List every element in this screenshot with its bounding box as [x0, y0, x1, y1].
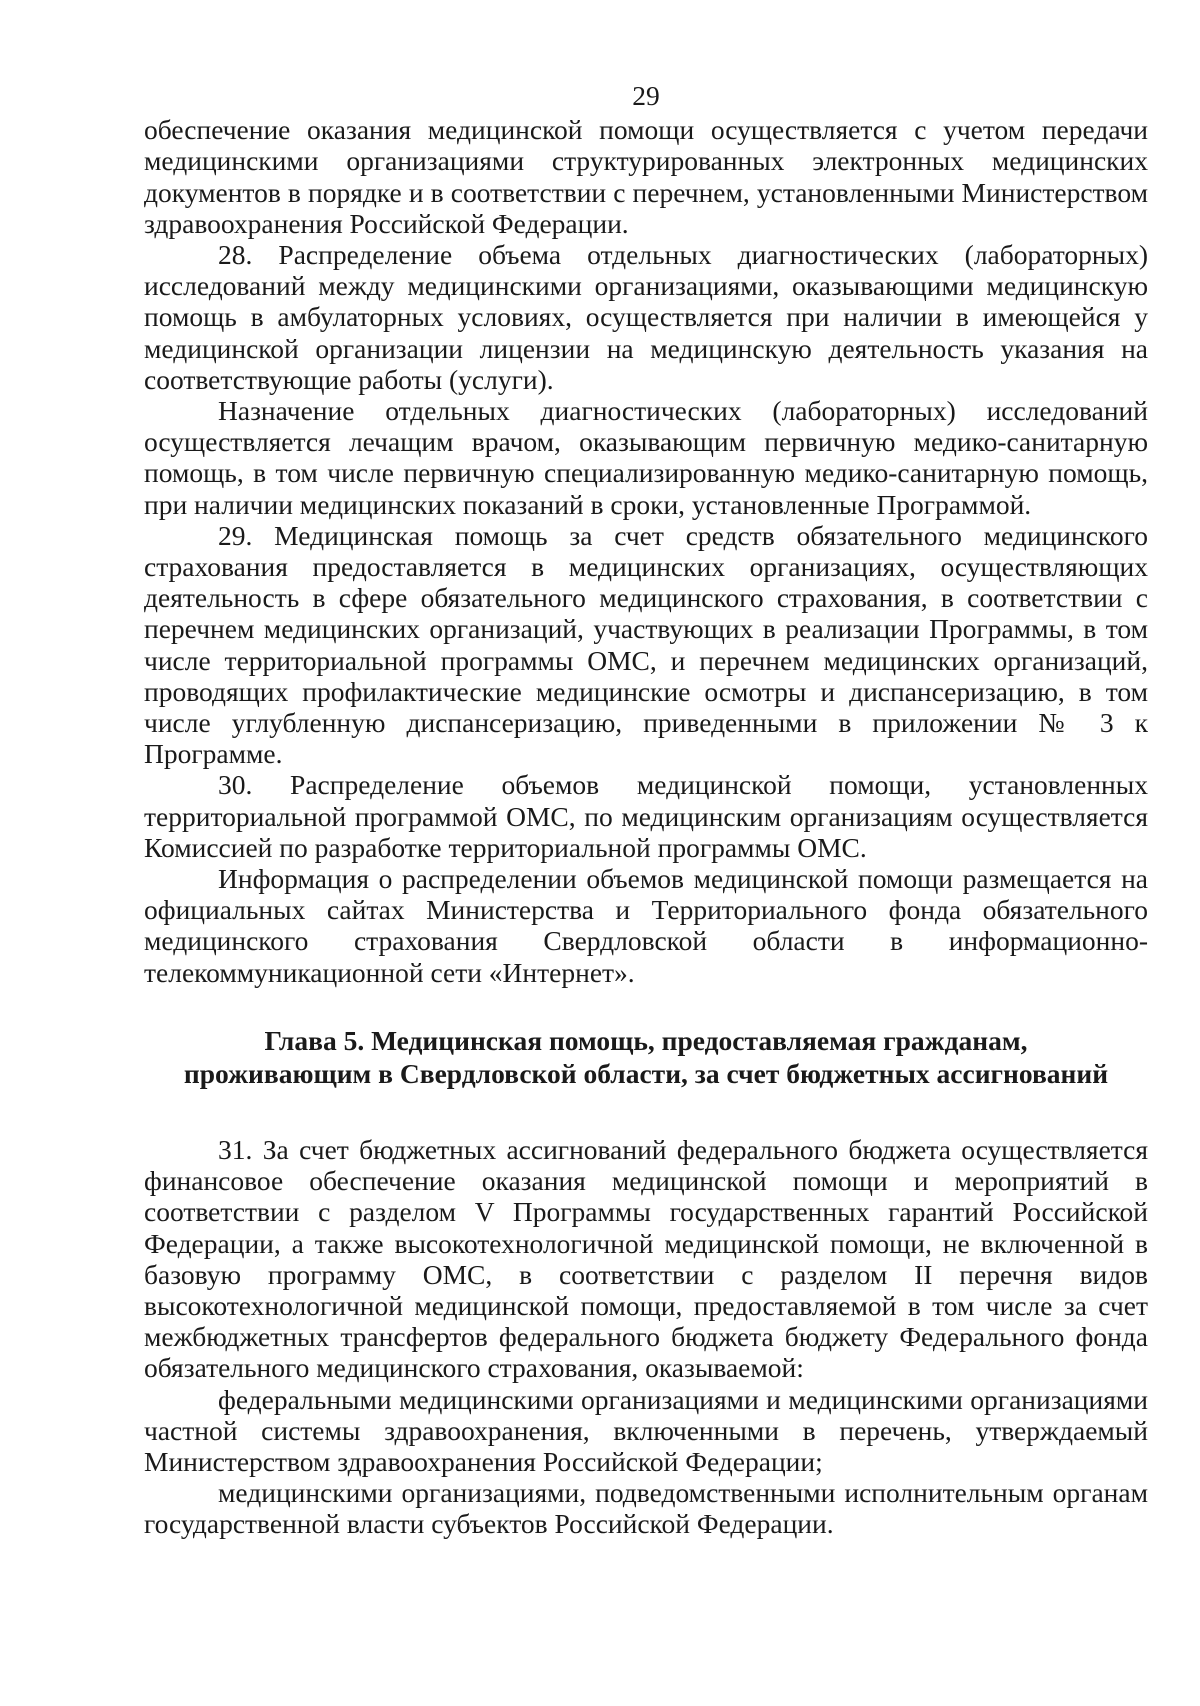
paragraph-30: 30. Распределение объемов медицинской помощи, установленных территориальной программой ОМС, по медицинским организациям осуществляется Комиссией по разработке территориальной программы ОМС.	[144, 769, 1148, 863]
paragraph-diagnostic-assignment: Назначение отдельных диагностических (лабораторных) исследований осуществляется лечащим врачом, оказывающим первичную медико-санитарную помощь, в том числе первичную специализированную медико-санитарную помощь, при наличии медицинских показаний в сроки, установленные Программой.	[144, 395, 1148, 520]
page-number: 29	[632, 80, 660, 111]
paragraph-volume-info: Информация о распределении объемов медицинской помощи размещается на официальных сайтах Министерства и Территориального фонда обязательного медицинского страхования Свердловской области в информационно-телекоммуникационной сети «Интернет».	[144, 863, 1148, 988]
paragraph-28: 28. Распределение объема отдельных диагностических (лабораторных) исследований между медицинскими организациями, оказывающими медицинскую помощь в амбулаторных условиях, осуществляется при наличии в имеющейся у медицинской организации лицензии на медицинскую деятельность указания на соответствующие работы (услуги).	[144, 239, 1148, 395]
chapter-title-line-2: проживающим в Свердловской области, за счет бюджетных ассигнований	[183, 1057, 1109, 1089]
chapter-title-line-1: Глава 5. Медицинская помощь, предоставляемая гражданам,	[264, 1024, 1028, 1056]
paragraph-federal-organizations: федеральными медицинскими организациями и медицинскими организациями частной системы здравоохранения, включенными в перечень, утверждаемый Министерством здравоохранения Российской Федерации;	[144, 1383, 1148, 1477]
chapter-title	[144, 1024, 1148, 1090]
paragraph-continuation: обеспечение оказания медицинской помощи осуществляется с учетом передачи медицинскими организациями структурированных электронных медицинских документов в порядке и в соответствии с перечнем, установленными Министерством здравоохранения Российской Федерации.	[144, 114, 1148, 239]
paragraph-31: 31. За счет бюджетных ассигнований федерального бюджета осуществляется финансовое обеспечение оказания медицинской помощи и мероприятий в соответствии с разделом V Программы государственных гарантий Российской Федерации, а также высокотехнологичной медицинской помощи, не включенной в базовую программу ОМС, в соответствии с разделом II перечня видов высокотехнологичной медицинской помощи, предоставляемой в том числе за счет межбюджетных трансфертов федерального бюджета бюджету Федерального фонда обязательного медицинского страхования, оказываемой:	[144, 1133, 1148, 1384]
paragraph-29: 29. Медицинская помощь за счет средств обязательного медицинского страхования предоставляется в медицинских организациях, осуществляющих деятельность в сфере обязательного медицинского страхования, в соответствии с перечнем медицинских организаций, участвующих в реализации Программы, в том числе территориальной программы ОМС, и перечнем медицинских организаций, проводящих профилактические медицинские осмотры и диспансеризацию, в том числе углубленную диспансеризацию, приведенными в приложении № 3 к Программе.	[144, 519, 1148, 770]
paragraph-subordinate-organizations: медицинскими организациями, подведомственными исполнительным органам государственной власти субъектов Российской Федерации.	[144, 1477, 1148, 1540]
